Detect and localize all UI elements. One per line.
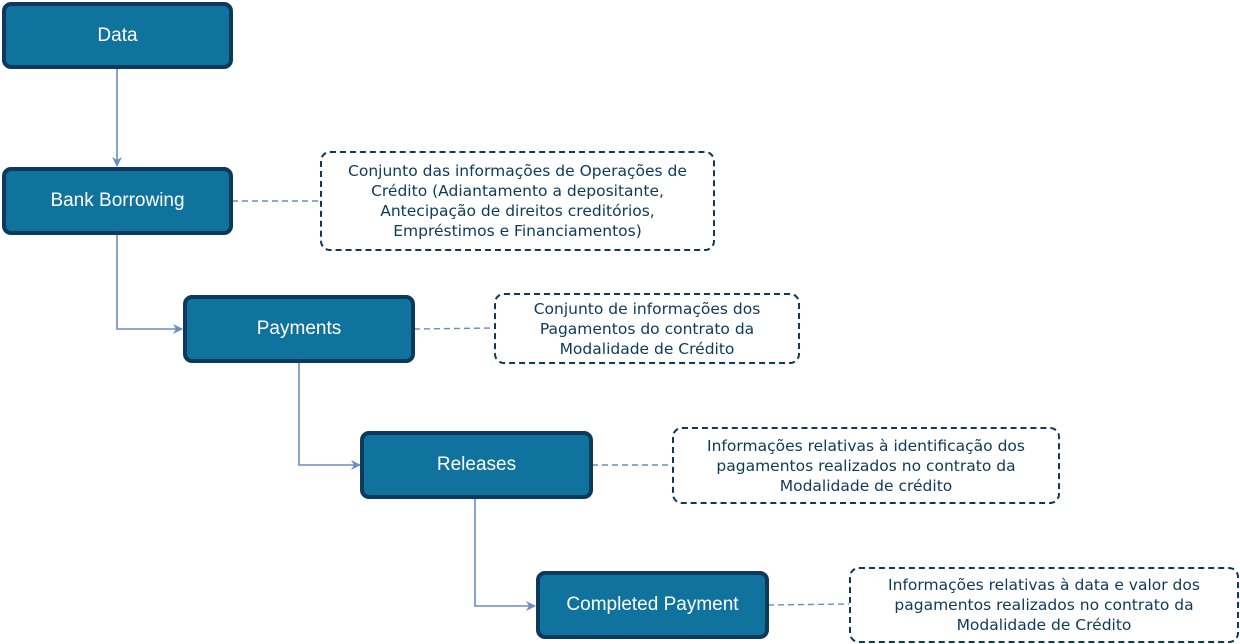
- link-payments-note: [414, 328, 495, 329]
- edge-payments-to-releases: [299, 362, 360, 465]
- note-completed-payment-text: Informações relativas à data e valor dos pagamentos realizados no contrato da Modalidade de Crédito: [888, 576, 1200, 634]
- node-payments-label: Payments: [256, 318, 342, 339]
- node-completed-payment: [536, 571, 769, 639]
- note-completed-payment: [849, 567, 1239, 643]
- node-releases-label: Releases: [436, 454, 517, 475]
- note-payments-text: Conjunto de informações dos Pagamentos do contrato da Modalidade de Crédito: [533, 299, 761, 358]
- note-bank-borrowing-text: Conjunto das informações de Operações de Crédito (Adiantamento a depositante, Antecipação de direitos creditórios, Empréstimos e Financiamentos): [348, 162, 687, 240]
- note-releases-text: Informações relativas à identificação dos pagamentos realizados no contrato da Modalidade de crédito: [707, 436, 1025, 495]
- link-completed-payment-note: [768, 604, 850, 605]
- node-releases: [360, 431, 593, 499]
- node-bank-borrowing-label: Bank Borrowing: [50, 190, 185, 211]
- note-releases: [672, 427, 1060, 504]
- edge-releases-to-completed-payment: [475, 498, 535, 606]
- node-payments: [183, 295, 415, 363]
- note-payments: [494, 293, 800, 364]
- node-completed-payment-label: Completed Payment: [566, 594, 739, 615]
- edge-bank-borrowing-to-payments: [117, 234, 182, 329]
- note-bank-borrowing: [320, 151, 715, 251]
- node-data-label: Data: [97, 24, 138, 46]
- node-bank-borrowing: [2, 167, 233, 235]
- node-data: [2, 2, 233, 69]
